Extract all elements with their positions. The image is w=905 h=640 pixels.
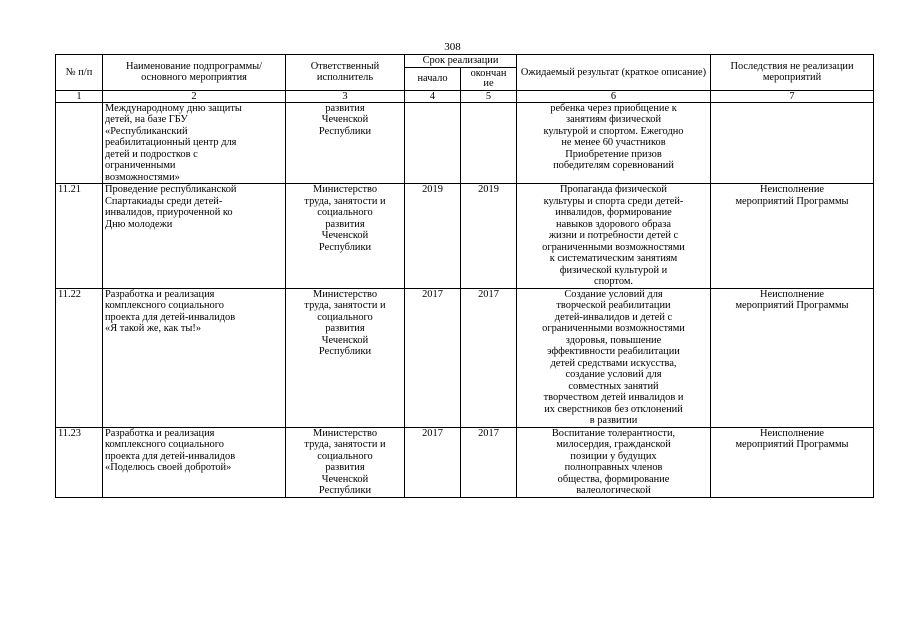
row-number <box>56 102 103 184</box>
responsible-executor: развития Чеченской Республики <box>286 102 405 184</box>
end-year <box>461 102 517 184</box>
start-year <box>405 102 461 184</box>
header-num: № п/п <box>56 55 103 91</box>
column-number: 3 <box>286 90 405 102</box>
responsible-executor: Министерство труда, занятости и социального развития Чеченской Республики <box>286 288 405 427</box>
row-number: 11.23 <box>56 427 103 497</box>
responsible-executor: Министерство труда, занятости и социального развития Чеченской Республики <box>286 184 405 289</box>
consequences <box>711 102 874 184</box>
consequences: Неисполнение мероприятий Программы <box>711 427 874 497</box>
header-consequences: Последствия не реализации мероприятий <box>711 55 874 91</box>
expected-result: Воспитание толерантности, милосердия, гражданской позиции у будущих полноправных членов общества, формирование валеологической <box>517 427 711 497</box>
expected-result: Создание условий для творческой реабилитации детей-инвалидов и детей с ограниченными возможностями здоровья, повышение эффективности реабилитации детей средствами искусства, создание условий для совместных занятий творчеством детей инвалидов и их сверстников без отклонений в развитии <box>517 288 711 427</box>
table-row <box>56 184 874 289</box>
header-responsible: Ответственный исполнитель <box>286 55 405 91</box>
event-name: Разработка и реализация комплексного социального проекта для детей-инвалидов «Поделюсь своей добротой» <box>103 427 286 497</box>
header-row-top <box>56 55 874 68</box>
column-number: 7 <box>711 90 874 102</box>
end-year: 2017 <box>461 288 517 427</box>
consequences: Неисполнение мероприятий Программы <box>711 288 874 427</box>
event-name: Разработка и реализация комплексного социального проекта для детей-инвалидов «Я такой же, как ты!» <box>103 288 286 427</box>
header-end: окончан ие <box>461 67 517 90</box>
table-row <box>56 427 874 497</box>
column-number: 2 <box>103 90 286 102</box>
column-number: 1 <box>56 90 103 102</box>
column-number: 4 <box>405 90 461 102</box>
column-number: 5 <box>461 90 517 102</box>
end-year: 2017 <box>461 427 517 497</box>
consequences: Неисполнение мероприятий Программы <box>711 184 874 289</box>
header-result: Ожидаемый результат (краткое описание) <box>517 55 711 91</box>
column-number: 6 <box>517 90 711 102</box>
expected-result: Пропаганда физической культуры и спорта среди детей- инвалидов, формирование навыков здорового образа жизни и потребности детей с ограниченными возможностями к систематическим занятиям физической культурой и спортом. <box>517 184 711 289</box>
start-year: 2017 <box>405 288 461 427</box>
row-number: 11.21 <box>56 184 103 289</box>
start-year: 2019 <box>405 184 461 289</box>
column-number-row <box>56 90 874 102</box>
start-year: 2017 <box>405 427 461 497</box>
row-number: 11.22 <box>56 288 103 427</box>
header-name: Наименование подпрограммы/ основного мероприятия <box>103 55 286 91</box>
header-start: начало <box>405 67 461 90</box>
expected-result: ребенка через приобщение к занятиям физической культурой и спортом. Ежегодно не менее 60 участников Приобретение призов победителям соревнований <box>517 102 711 184</box>
event-name: Международному дню защиты детей, на базе ГБУ «Республиканский реабилитационный центр для детей и подростков с ограниченными возможностями» <box>103 102 286 184</box>
program-table <box>55 54 874 498</box>
end-year: 2019 <box>461 184 517 289</box>
table-row <box>56 288 874 427</box>
header-period: Срок реализации <box>405 55 517 68</box>
table-row <box>56 102 874 184</box>
page-number: 308 <box>444 41 461 53</box>
event-name: Проведение республиканской Спартакиады среди детей- инвалидов, приуроченной ко Дню молодежи <box>103 184 286 289</box>
responsible-executor: Министерство труда, занятости и социального развития Чеченской Республики <box>286 427 405 497</box>
